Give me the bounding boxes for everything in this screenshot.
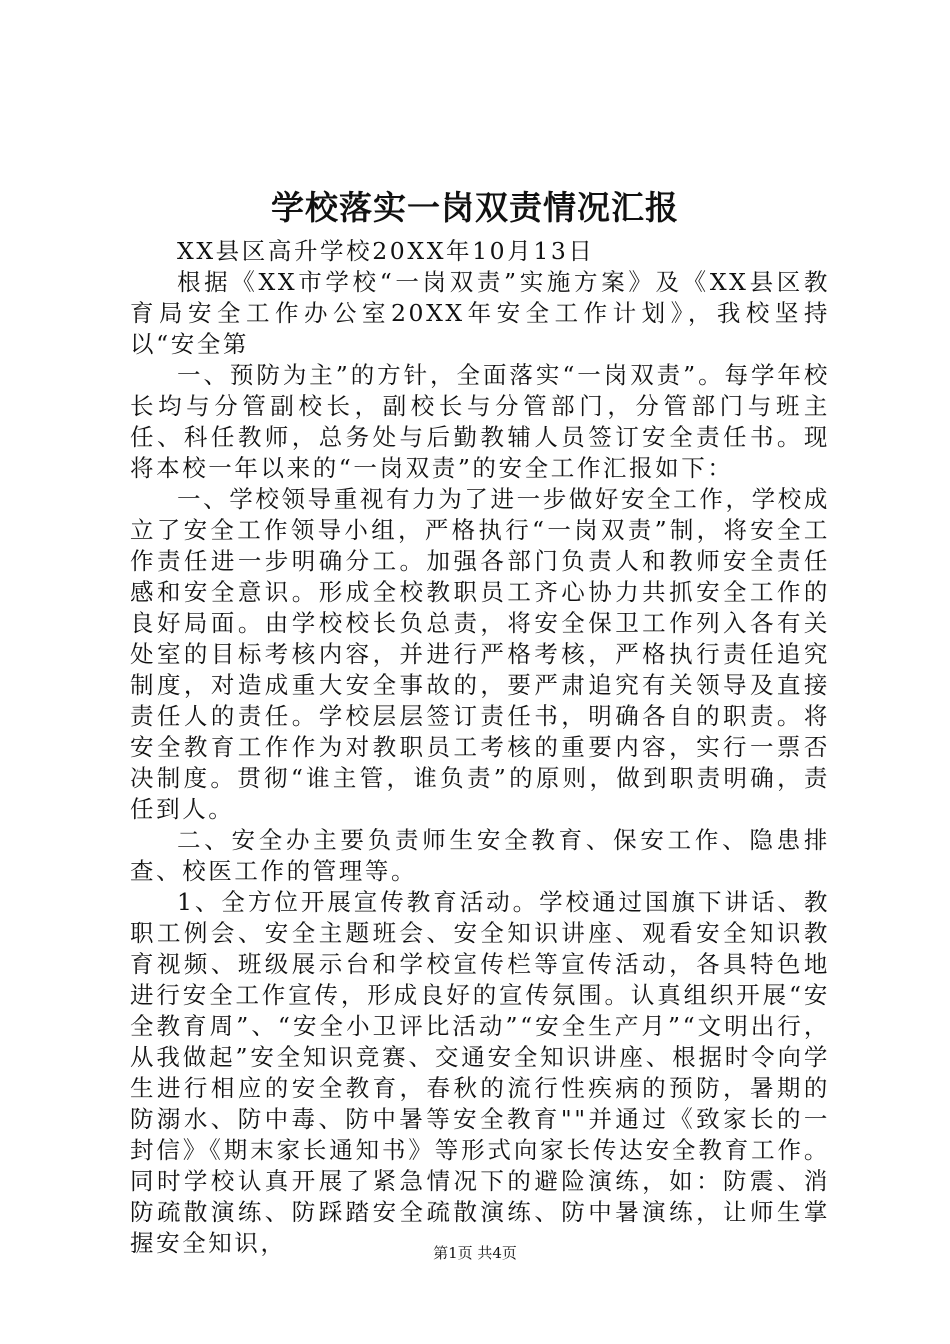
body-paragraph: 一、学校领导重视有力为了进一步做好安全工作，学校成立了安全工作领导小组，严格执行“一岗双责”制，将安全工作责任进一步明确分工。加强各部门负责人和教师安全责任感和安全意识。形成全校教职员工齐心协力共抓安全工作的良好局面。由学校校长负总责，将安全保卫工作列入各有关处室的目标考核内容，并进行严格考核，严格执行责任追究制度，对造成重大安全事故的，要严肃追究有关领导及直接责任人的责任。学校层层签订责任书，明确各自的职责。将安全教育工作作为对教职员工考核的重要内容，实行一票否决制度。贯彻“谁主管，谁负责”的原则，做到职责明确，责任到人。: [130, 485, 830, 823]
page-footer: 第1页 共4页: [433, 1244, 517, 1262]
body-paragraph: 二、安全办主要负责师生安全教育、保安工作、隐患排查、校医工作的管理等。: [130, 826, 830, 885]
date-line: XX县区高升学校20XX年10月13日: [177, 237, 595, 265]
body-paragraph: 1、全方位开展宣传教育活动。学校通过国旗下讲话、教职工例会、安全主题班会、安全知识讲座、观看安全知识教育视频、班级展示台和学校宣传栏等宣传活动，各具特色地进行安全工作宣传，形成良好的宣传氛围。认真组织开展“安全教育周”、“安全小卫评比活动”“安全生产月”“文明出行，从我做起”安全知识竞赛、交通安全知识讲座、根据时令向学生进行相应的安全教育，春秋的流行性疾病的预防，暑期的防溺水、防中毒、防中暑等安全教育""并通过《致家长的一封信》《期末家长通知书》等形式向家长传达安全教育工作。同时学校认真开展了紧急情况下的避险演练，如：防震、消防疏散演练、防踩踏安全疏散演练、防中暑演练，让师生掌握安全知识，: [130, 888, 830, 1257]
document-body: [130, 236, 830, 1259]
document-title: 学校落实一岗双责情况汇报: [271, 188, 679, 227]
body-paragraph: 根据《XX市学校“一岗双责”实施方案》及《XX县区教育局安全工作办公室20XX年安全工作计划》，我校坚持以“安全第: [130, 268, 830, 358]
body-paragraph: 一、预防为主”的方针，全面落实“一岗双责”。每学年校长均与分管副校长，副校长与分管部门，分管部门与班主任、科任教师，总务处与后勤教辅人员签订安全责任书。现将本校一年以来的“一岗双责”的安全工作汇报如下：: [130, 361, 830, 482]
